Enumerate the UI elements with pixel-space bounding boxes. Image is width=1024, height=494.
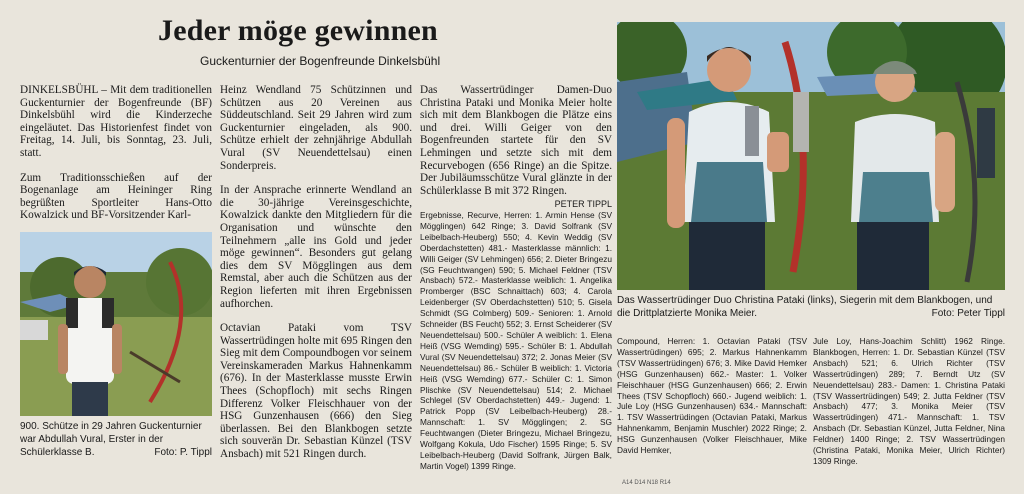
article-column-2 (220, 84, 412, 461)
paragraph-intro: DINKELSBÜHL – Mit dem traditionellen Guckenturnier der Bogenfreunde (BF) Dinkelsbühl wird die Kinderzeche eingeläutet. Das Historienfest findet von Freitag, 14. Juli, bis Sonntag, 23. Juli, statt. (20, 84, 212, 159)
results-compound: Compound, Herren: 1. Octavian Pataki (TSV Wassertrüdingen) 695; 2. Markus Hahnenkamm (TSV Wassertrüdingen) 676; 3. Mike David Hemker (HSG Gunzenhausen) 662.- Master: 1. Volker Fleischhauer (HSG Gunzenhausen) 666; 2. Erwin Thees (TSV Schopfloch) 660.- Jugend weiblich: 1. Jule Loy (HSG Gunzenhausen) 634.- Mannschaft: 1. TSV Wassertrüdingen (Octavian Pataki, Markus Hahnenkamm, Benjamin Muschler) 2022 Ringe; 2. HSG Gunzenhausen (Volker Fleischhauer, Mike David Hemker, (617, 336, 807, 456)
caption-right-text: Das Wassertrüdinger Duo Christina Pataki (links), Siegerin mit dem Blankbogen, und die Drittplatzierte Monika Meier. (617, 295, 993, 319)
article-subheadline: Guckenturnier der Bogenfreunde Dinkelsbühl (200, 54, 441, 68)
women-archers-image (617, 22, 1005, 290)
paragraph-ladies: Das Wassertrüdinger Damen-Duo Christina Pataki und Monika Meier holte sich mit dem Blankbogen die Plätze eins und drei. Willi Geiger von den Bogenfreunden startete für den SV Lehmingen und setzte sich mit dem Recurvebogen (656 Ringe) an die Spitze. Der Jubiläumsschütze Vural glänzte in der Schülerklasse B mit 372 Ringen. (420, 84, 612, 197)
photo-boy-archer (20, 232, 212, 416)
caption-left-text: 900. Schütze in 29 Jahren Guckenturnier war Abdullah Vural, Erster in der Schülerklasse B. (20, 421, 202, 458)
article-author: PETER TIPPL (554, 199, 612, 210)
article-headline: Jeder möge gewinnen (158, 14, 438, 47)
paragraph-compound: Octavian Pataki vom TSV Wassertrüdingen holte mit 695 Ringen den Sieg mit dem Compoundbogen vor seinem Vereinskameraden Markus Hahnenkamm (676). In der Masterklasse musste Erwin Thees (Schopfloch) mit sechs Ringen Differenz Volker Fleischhauer von der HSG Gunzenhausen (666) den Sieg überlassen. Bei den Blankbogen setzte sich souverän Dr. Sebastian Künzel (TSV Ansbach) mit 521 Ringen durch. (220, 322, 412, 461)
article-column-1 (20, 84, 212, 222)
results-block-2 (617, 336, 807, 456)
caption-left-photo (20, 420, 212, 459)
photo-women-archers (617, 22, 1005, 290)
results-block-1 (420, 210, 612, 472)
credit-left-photo: Foto: P. Tippl (154, 447, 212, 458)
results-blankbogen: Jule Loy, Hans-Joachim Schlitt) 1962 Ringe. Blankbogen, Herren: 1. Dr. Sebastian Künzel (TSV Ansbach) 521; 6. Ulrich Richter (TSV Wassertrüdingen) 289; 7. Berndt Utz (SV Neuendettelsau) 283.- Damen: 1. Christina Pataki (TSV Wassertrüdingen) 549; 2. Jutta Feldner (TSV Ansbach) 477; 3. Monika Meier (TSV Wassertrüdingen) 471.- Mannschaft: 1. TSV Ansbach (Dr. Sebastian Künzel, Jutta Feldner, Nina Feldner) 1400 Ringe; 2. TSV Wassertrüdingen (Christina Pataki, Monika Meier, Ulrich Richter) 1309 Ringe. (813, 336, 1005, 466)
results-recurve: Ergebnisse, Recurve, Herren: 1. Armin Hense (SV Mögglingen) 642 Ringe; 3. David Solfrank (SV Leibelbach-Heuberg) 550; 4. Kevin Weddig (SV Oberdachstetten) 481.- Masterklasse männlich: 1. Willi Geiger (SV Lehmingen) 656; 2. Dieter Bringezu (SG Feuchtwangen) 590; 5. Michael Feldner (TSV Ansbach) 572.- Masterklasse weiblich: 1. Angelika Promberger (BSC Schnaittach) 603; 4. Carola Leidenberger (SV Oberdachstetten) 510; 5. Gisela Schmidt (SG Colmberg) 509.- Senioren: 1. Arnold Schneider (BS Feucht) 552; 3. Ernst Scheiderer (SV Neuendettelsau) 500.- Schüler A weiblich: 1. Elena Heiß (VSG Wemding) 595.- Schüler B: 1. Abdullah Vural (SV Neuendettelsau) 372; 2. Jonas Meier (SV Neuendettelsau) 86.- Schüler B weiblich: 1. Victoria Heiß (VSG Wemding) 677.- Schüler C: 1. Simon Plischke (SV Neuendettelsau) 514; 2. Michael Schlegel (SV Oberdachstetten) 449.- Jugend: 1. Patrick Popp (SV Leibelbach-Heuberg) 28.- Mannschaft: 1. SV Mögglingen; 2. SG Feuchtwangen (Dieter Bringezu, Michael Bringezu, Wolfgang Kokula, Udo Fischer) 1595 Ringe; 5. SV Leibelbach-Heuberg (David Solfrank, Jürgen Balk, Martin Vogel) 1399 Ringe. (420, 210, 612, 471)
results-block-3 (813, 336, 1005, 467)
caption-right-photo (617, 294, 1005, 320)
article-column-3 (420, 84, 612, 211)
boy-archer-image (20, 232, 212, 416)
print-edition-code: A14 D14 N18 R14 (622, 480, 671, 486)
paragraph-speech: In der Ansprache erinnerte Wendland an die 30-jährige Vereinsgeschichte, Kowalzick dankte den Mitgliedern für die Organisation und wünschte den Teilnehmern „alle ins Gold und jeder möge gewinnen“. Besonders gut gelang dies dem SV Mögglingen aus dem Remstal, aber auch die Schützen aus der Region lieferten mit ihren Ergebnissen aufhorchen. (220, 184, 412, 310)
paragraph-participants: Heinz Wendland 75 Schützinnen und Schützen aus 20 Vereinen aus Süddeutschland. Seit 29 Jahren wird zum Guckenturnier eingeladen, als 900. Schütze erhielt der zehnjährige Abdullah Vural (SV Neuendettelsau) einen Sonderpreis. (220, 84, 412, 172)
credit-right-photo: Foto: Peter Tippl (931, 308, 1005, 319)
paragraph-welcome: Zum Traditionsschießen auf der Bogenanlage am Heininger Ring begrüßten Sportleiter Hans-Otto Kowalzick und BF-Vorsitzender Karl- (20, 171, 212, 222)
